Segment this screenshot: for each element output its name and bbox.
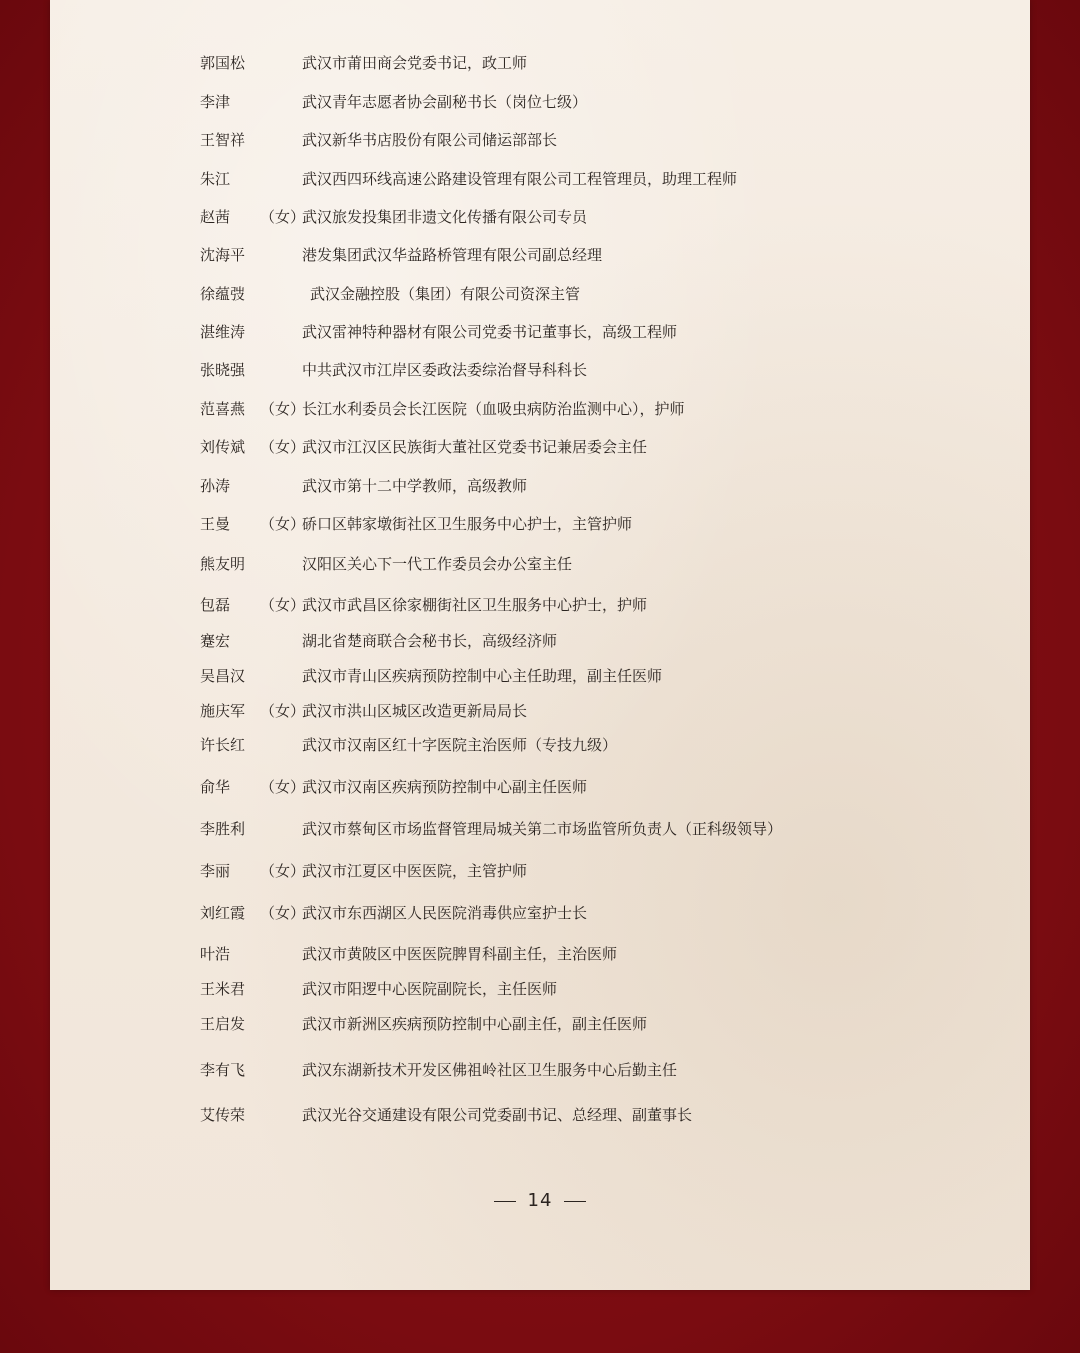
list-item [200,592,960,618]
gender-note: （女） [260,904,306,922]
person-title: 武汉市汉南区疾病预防控制中心副主任医师 [302,778,588,796]
person-name: 范喜燕 [200,400,246,418]
person-name: 李津 [200,93,231,111]
person-name: 俞华 [200,778,231,796]
person-title: 武汉市蔡甸区市场监督管理局城关第二市场监管所负责人（正科级领导） [302,820,783,838]
person-name: 李有飞 [200,1061,246,1079]
person-name: 施庆军 [200,702,246,720]
person-title: 武汉市第十二中学教师，高级教师 [302,477,528,495]
person-name: 叶浩 [200,945,231,963]
list-item [200,204,960,230]
list-item [200,473,960,499]
person-name: 孙涛 [200,477,231,495]
person-title: 港发集团武汉华益路桥管理有限公司副总经理 [302,246,603,264]
person-name: 王曼 [200,515,231,533]
person-title: 武汉西四环线高速公路建设管理有限公司工程管理员，助理工程师 [302,170,738,188]
person-name: 王启发 [200,1015,246,1033]
person-name: 沈海平 [200,246,246,264]
person-title: 中共武汉市江岸区委政法委综治督导科科长 [302,361,588,379]
person-title: 武汉金融控股（集团）有限公司资深主管 [310,285,581,303]
person-name: 王智祥 [200,131,246,149]
name-list [50,0,1030,1290]
dash-left [494,1201,516,1202]
person-name: 王米君 [200,980,246,998]
person-name: 郭国松 [200,54,246,72]
page-number [50,1190,1030,1211]
person-name: 艾传荣 [200,1106,246,1124]
person-name: 徐蕴弢 [200,285,246,303]
person-title: 湖北省楚商联合会秘书长，高级经济师 [302,632,558,650]
document-page [50,0,1030,1290]
list-item [200,396,960,422]
list-item [200,357,960,383]
list-item [200,127,960,153]
person-name: 湛维涛 [200,323,246,341]
gender-note: （女） [260,778,306,796]
person-name: 刘传斌 [200,438,246,456]
person-title: 武汉市江汉区民族街大董社区党委书记兼居委会主任 [302,438,648,456]
page-number-text: 14 [527,1190,553,1211]
list-item [200,858,960,884]
list-item [200,900,960,926]
list-item [200,511,960,537]
person-name: 蹇宏 [200,632,231,650]
person-title: 硚口区韩家墩街社区卫生服务中心护士，主管护师 [302,515,633,533]
person-name: 包磊 [200,596,231,614]
person-title: 武汉市新洲区疾病预防控制中心副主任，副主任医师 [302,1015,648,1033]
gender-note: （女） [260,862,306,880]
list-item [200,628,960,654]
person-title: 武汉市莆田商会党委书记，政工师 [302,54,528,72]
list-item [200,50,960,76]
person-name: 李丽 [200,862,231,880]
person-name: 熊友明 [200,555,246,573]
list-item [200,816,960,842]
list-item [200,1102,960,1128]
list-item [200,242,960,268]
person-title: 武汉市洪山区城区改造更新局局长 [302,702,528,720]
person-title: 武汉新华书店股份有限公司储运部部长 [302,131,558,149]
list-item [200,774,960,800]
list-item [200,941,960,967]
list-item [200,698,960,724]
person-title: 武汉青年志愿者协会副秘书长（岗位七级） [302,93,588,111]
person-title: 武汉光谷交通建设有限公司党委副书记、总经理、副董事长 [302,1106,693,1124]
person-name: 刘红霞 [200,904,246,922]
person-name: 赵茜 [200,208,231,226]
person-title: 武汉市阳逻中心医院副院长，主任医师 [302,980,558,998]
gender-note: （女） [260,702,306,720]
person-name: 朱江 [200,170,231,188]
gender-note: （女） [260,438,306,456]
list-item [200,976,960,1002]
dash-right [564,1201,586,1202]
list-item [200,1057,960,1083]
person-title: 武汉雷神特种器材有限公司党委书记董事长，高级工程师 [302,323,678,341]
person-name: 张晓强 [200,361,246,379]
person-title: 武汉市汉南区红十字医院主治医师（专技九级） [302,736,618,754]
person-title: 武汉市东西湖区人民医院消毒供应室护士长 [302,904,588,922]
person-title: 武汉市武昌区徐家棚街社区卫生服务中心护士，护师 [302,596,648,614]
list-item [200,281,960,307]
list-item [200,663,960,689]
list-item [200,319,960,345]
list-item [200,551,960,577]
list-item [200,434,960,460]
list-item [200,166,960,192]
person-title: 武汉东湖新技术开发区佛祖岭社区卫生服务中心后勤主任 [302,1061,678,1079]
gender-note: （女） [260,208,306,226]
person-title: 武汉市黄陂区中医医院脾胃科副主任，主治医师 [302,945,618,963]
list-item [200,89,960,115]
person-title: 汉阳区关心下一代工作委员会办公室主任 [302,555,573,573]
person-title: 武汉旅发投集团非遗文化传播有限公司专员 [302,208,588,226]
gender-note: （女） [260,596,306,614]
person-name: 许长红 [200,736,246,754]
gender-note: （女） [260,515,306,533]
person-title: 长江水利委员会长江医院（血吸虫病防治监测中心），护师 [302,400,685,418]
person-title: 武汉市青山区疾病预防控制中心主任助理，副主任医师 [302,667,663,685]
person-name: 李胜利 [200,820,246,838]
person-name: 吴昌汉 [200,667,246,685]
list-item [200,732,960,758]
list-item [200,1011,960,1037]
person-title: 武汉市江夏区中医医院，主管护师 [302,862,528,880]
gender-note: （女） [260,400,306,418]
